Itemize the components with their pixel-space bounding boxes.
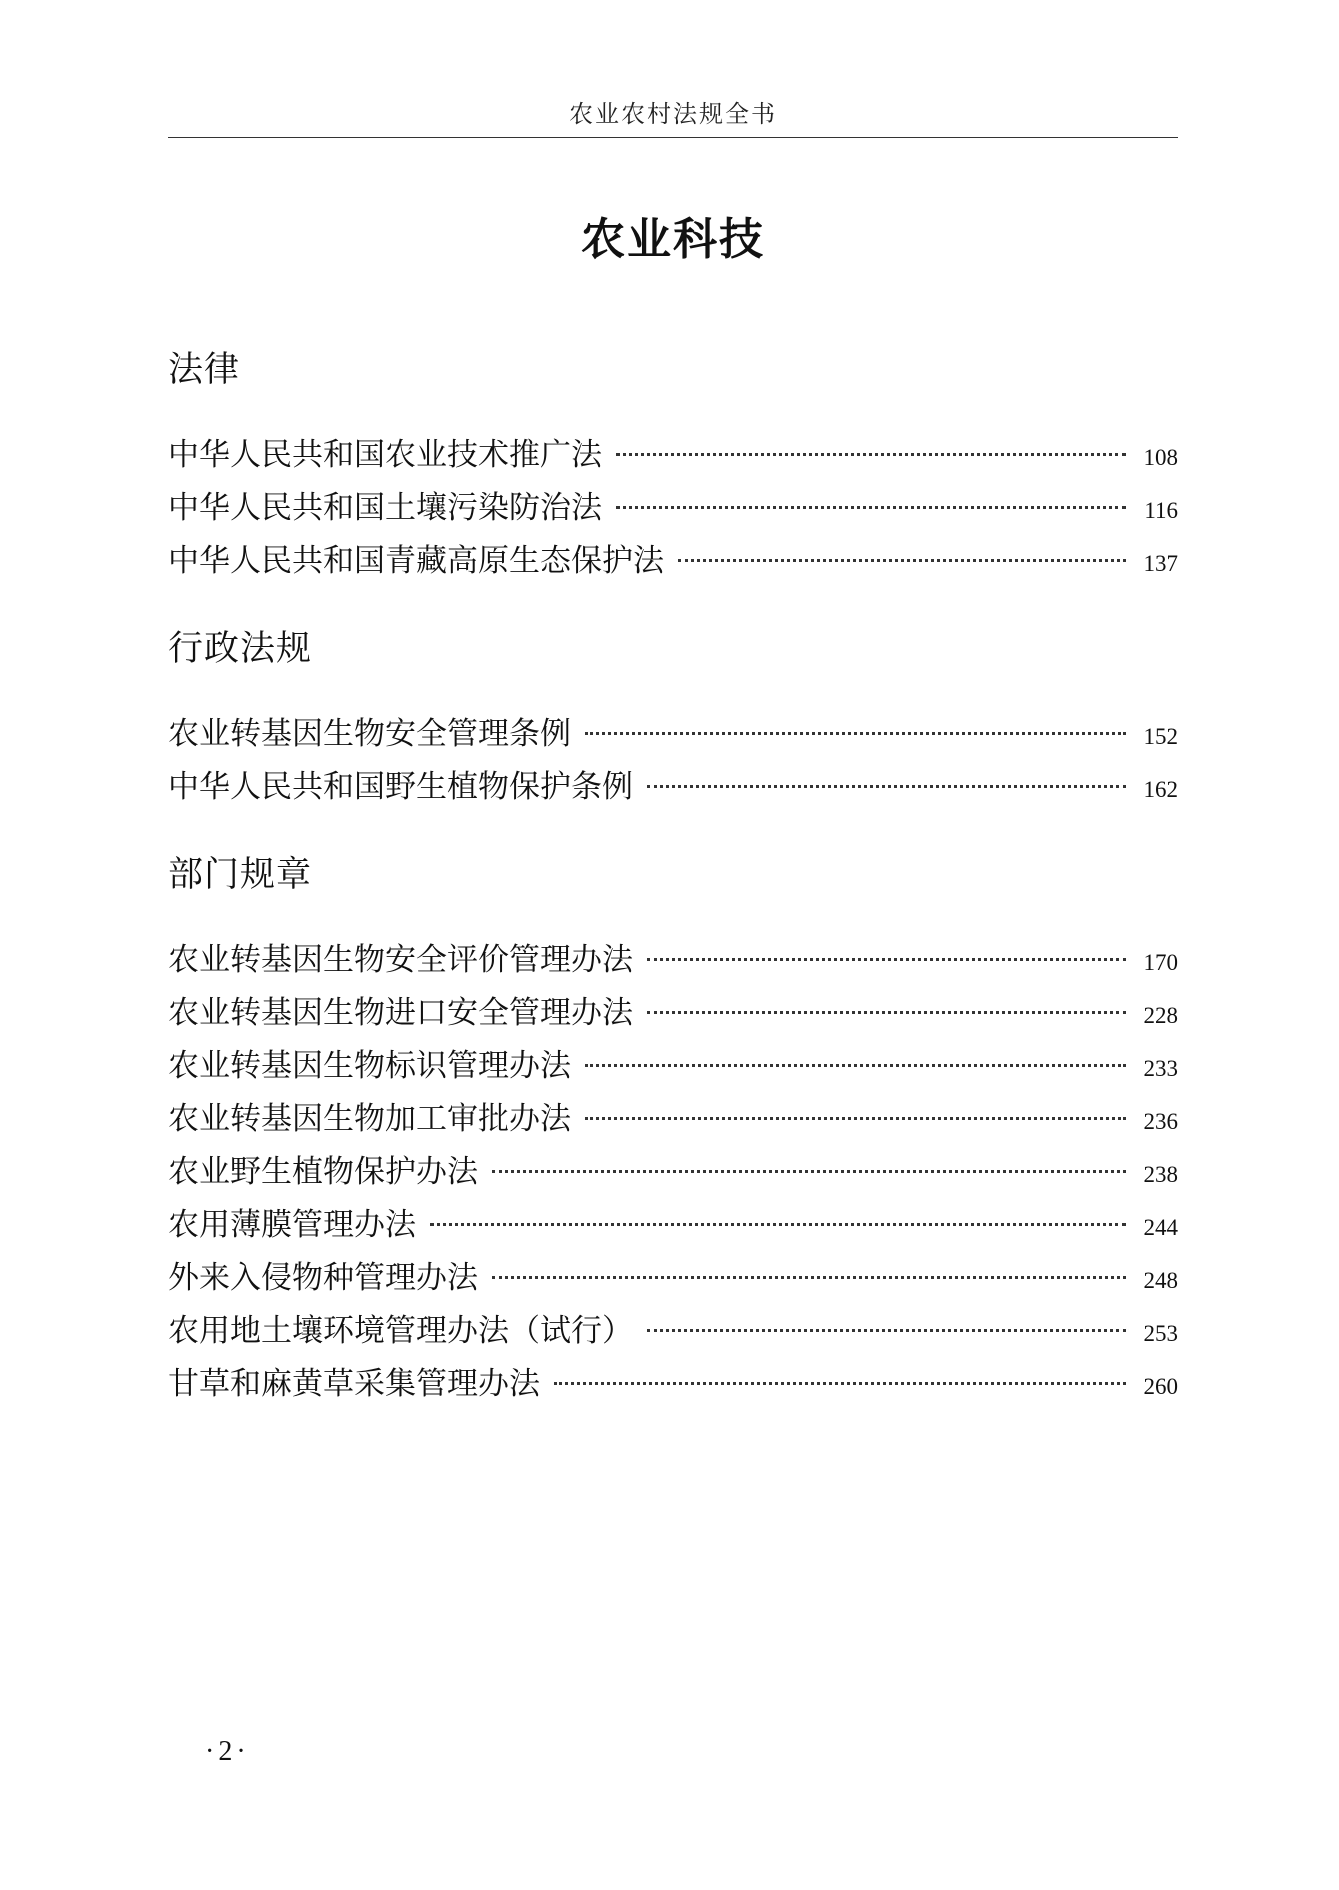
dot-leader [554,1382,1126,1385]
section-heading: 行政法规 [168,629,313,669]
toc-section-administrative-regulations [168,624,1178,814]
entry-title: 农业转基因生物标识管理办法 [168,1048,571,1084]
page-number: ·2· [205,1736,250,1767]
section-heading: 部门规章 [168,855,313,895]
running-header: 农业农村法规全书 [569,100,777,128]
toc-section-department-rules [168,850,1178,1411]
dot-leader [616,506,1126,509]
header-rule [168,137,1178,138]
toc-entry[interactable] [168,429,1178,482]
toc-entry[interactable] [168,1040,1178,1093]
entry-title: 农业转基因生物进口安全管理办法 [168,995,633,1031]
dot-leader [647,1329,1126,1332]
table-of-contents [168,345,1178,1411]
entry-page-number: 238 [1143,1162,1178,1187]
entry-page-number: 108 [1143,445,1178,470]
toc-entry[interactable] [168,482,1178,535]
entry-page-number: 162 [1143,777,1178,802]
entry-page-number: 244 [1143,1215,1178,1240]
entry-page-number: 137 [1143,551,1178,576]
dot-leader [616,453,1126,456]
toc-entry[interactable] [168,535,1178,588]
toc-entry[interactable] [168,1199,1178,1252]
section-heading: 法律 [168,350,241,390]
dot-leader [647,1011,1126,1014]
entry-title: 农业转基因生物安全评价管理办法 [168,942,633,978]
entry-page-number: 248 [1143,1268,1178,1293]
dot-leader [492,1276,1126,1279]
toc-entry[interactable] [168,1305,1178,1358]
entry-page-number: 152 [1143,724,1178,749]
toc-entry[interactable] [168,1146,1178,1199]
toc-entry[interactable] [168,1093,1178,1146]
toc-entry[interactable] [168,1252,1178,1305]
entry-title: 农业野生植物保护办法 [168,1154,478,1190]
entry-page-number: 236 [1143,1109,1178,1134]
entry-title: 农用薄膜管理办法 [168,1207,416,1243]
entry-title: 甘草和麻黄草采集管理办法 [168,1366,540,1402]
toc-section-laws [168,345,1178,588]
dot-leader [585,732,1126,735]
dot-leader [492,1170,1126,1173]
entry-page-number: 228 [1143,1003,1178,1028]
entry-title: 中华人民共和国青藏高原生态保护法 [168,543,664,579]
entry-title: 外来入侵物种管理办法 [168,1260,478,1296]
entry-page-number: 233 [1143,1056,1178,1081]
dot-leader [430,1223,1126,1226]
dot-leader [585,1064,1126,1067]
toc-entry[interactable] [168,708,1178,761]
dot-leader [678,559,1126,562]
entry-title: 农业转基因生物安全管理条例 [168,716,571,752]
entry-page-number: 260 [1143,1374,1178,1399]
page-title: 农业科技 [581,214,765,265]
entry-page-number: 170 [1143,950,1178,975]
entry-title: 中华人民共和国农业技术推广法 [168,437,602,473]
entry-title: 中华人民共和国野生植物保护条例 [168,769,633,805]
toc-entry[interactable] [168,934,1178,987]
entry-title: 农用地土壤环境管理办法（试行） [168,1313,633,1349]
entry-title: 农业转基因生物加工审批办法 [168,1101,571,1137]
dot-leader [647,785,1126,788]
entry-title: 中华人民共和国土壤污染防治法 [168,490,602,526]
entry-page-number: 116 [1144,498,1178,523]
toc-entry[interactable] [168,761,1178,814]
entry-page-number: 253 [1143,1321,1178,1346]
dot-leader [647,958,1126,961]
dot-leader [585,1117,1126,1120]
toc-entry[interactable] [168,1358,1178,1411]
toc-entry[interactable] [168,987,1178,1040]
